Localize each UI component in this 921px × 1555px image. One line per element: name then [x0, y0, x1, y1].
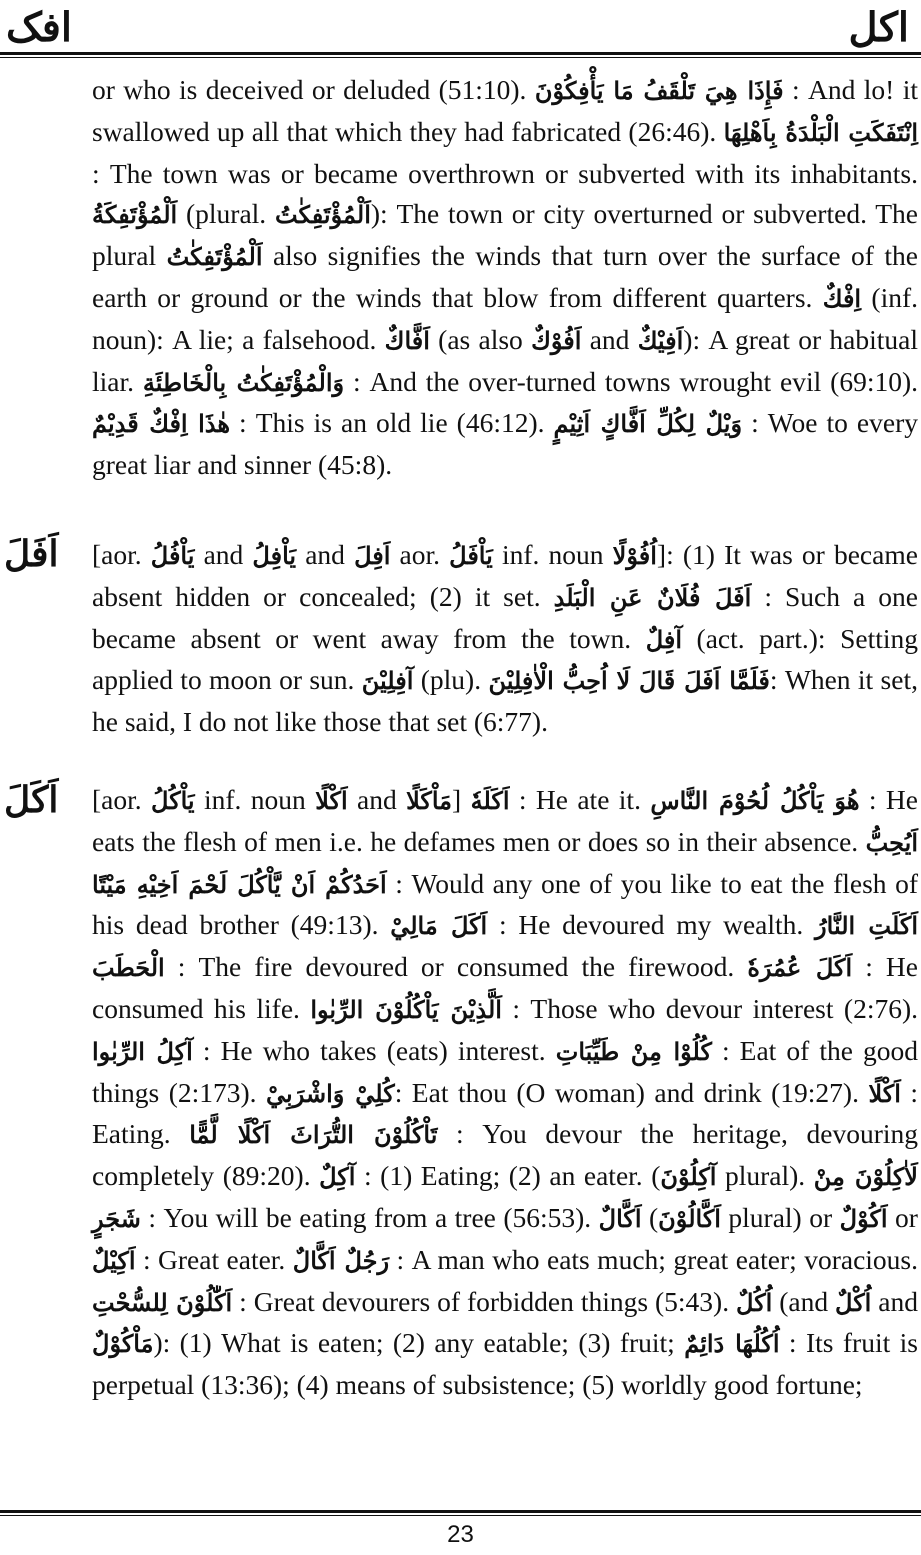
english-text: : And the over-turned towns wrought evil (69:10). — [344, 365, 918, 397]
english-text: : When it set, he said, I do not like those that set (6:77). — [92, 664, 918, 738]
arabic-phrase: اَكَلَ عُمُرَهٗ — [747, 953, 853, 983]
entry-body — [92, 535, 918, 743]
english-text: : You will be eating from a tree (56:53). — [140, 1201, 599, 1233]
english-text: [aor. — [92, 784, 152, 815]
english-text: (plural. — [177, 198, 275, 230]
running-headword-right: اکل — [848, 4, 909, 51]
arabic-phrase: مَاْكُوْلٌ — [92, 1329, 154, 1359]
arabic-phrase: هُوَ يَاْكُلُ لُحُوْمَ النَّاسِ — [650, 786, 860, 815]
arabic-phrase: هٰذَا اِفْكٌ قَدِيْمٌ — [92, 409, 231, 439]
entry-afala — [92, 535, 918, 743]
arabic-phrase: لَاٰكِلُوْنَ مِنْ شَجَرٍ — [92, 1162, 918, 1233]
entry-akala — [92, 780, 918, 1406]
english-text: also signifies the winds that turn over the surface of the earth or ground or the winds that blow from different quarters. — [92, 240, 918, 313]
arabic-phrase: اَكْلًا — [868, 1078, 901, 1108]
english-text: : Would any one of you like to eat the flesh of his dead brother (49:13). — [92, 867, 918, 941]
arabic-phrase: اُفُوْلًا — [612, 541, 657, 570]
arabic-phrase: اَفُوْكٌ — [531, 325, 582, 355]
english-text: or — [887, 1201, 918, 1233]
footer-rule — [0, 1510, 921, 1513]
english-text: : A man who eats much; great eater; voracious. — [389, 1243, 919, 1275]
english-text: : Great eater. — [135, 1243, 293, 1275]
arabic-phrase: اَكَلَ مَالِيْ — [390, 911, 488, 941]
arabic-phrase: اِفْكٌ — [822, 283, 862, 313]
english-text: aor. — [390, 539, 450, 570]
english-text: (and — [772, 1285, 836, 1317]
arabic-phrase: اَفَلَ فُلَانٌ عَنِ الْبَلَدِ — [553, 582, 752, 612]
header-rule — [0, 52, 921, 55]
arabic-phrase: اَكَلَتِ النَّارُ الْحَطَبَ — [92, 911, 919, 983]
arabic-phrase: فَلَمَّا اَفَلَ قَالَ لَا اُحِبُّ الْاٰفِلِيْنَ — [488, 666, 770, 696]
arabic-phrase: وَيْلٌ لِكُلِّ اَفَّاكٍ اَثِيْمٍ — [553, 409, 743, 439]
arabic-phrase: يَاْفُلُ — [150, 541, 195, 570]
english-text: : Woe to every great liar and sinner (45:8). — [92, 407, 918, 481]
english-text: ): (1) What is eaten; (2) any eatable; (3) fruit; — [153, 1327, 685, 1359]
english-text: : He eats the flesh of men i.e. he defames men or does so in their absence. — [92, 784, 918, 857]
arabic-phrase: اَفِلَ — [354, 541, 391, 570]
english-text: : Eat thou (O woman) and drink (19:27). — [394, 1076, 869, 1108]
english-text: plural). — [716, 1160, 814, 1192]
english-text: (plu). — [413, 664, 489, 696]
english-text: [aor. — [92, 539, 151, 570]
arabic-phrase: اَكَلَهٗ — [470, 786, 510, 815]
arabic-phrase: كُلِيْ وَاشْرَبِيْ — [266, 1078, 395, 1108]
root-word-akala: اَكَلَ — [4, 779, 59, 821]
english-text: : You devour the heritage, devouring completely (89:20). — [92, 1118, 918, 1192]
arabic-phrase: تَاْكُلُوْنَ التُّرَاثَ اَكْلًا لَّمًّا — [189, 1120, 438, 1150]
english-text: ( — [641, 1201, 659, 1233]
english-text: or who is deceived or deluded (51:10). — [92, 74, 535, 105]
arabic-phrase: اَكُوْلٌ — [839, 1203, 888, 1233]
arabic-phrase: اُكُلُهَا دَائِمٌ — [684, 1329, 780, 1359]
running-headword-left: افک — [6, 4, 73, 51]
entry-continuation-afk — [92, 70, 918, 486]
entry-body — [92, 780, 918, 1406]
english-text: inf. noun — [492, 539, 613, 570]
arabic-phrase: آفِلِيْنَ — [361, 666, 414, 696]
english-text: (act. part.): Setting applied to moon or sun. — [92, 622, 919, 696]
english-text: and — [296, 539, 355, 570]
arabic-phrase: وَالْمُؤْتَفِكٰتُ بِالْخَاطِئَةِ — [142, 367, 345, 397]
english-text: : Those who devour interest (2:76). — [501, 992, 918, 1024]
english-text: ]: (1) It was or became absent hidden or concealed; (2) it set. — [92, 539, 918, 612]
english-text: : The town was or became overthrown or subverted with its inhabitants. — [92, 157, 918, 189]
arabic-phrase: اَفِيْكٌ — [637, 325, 684, 355]
footer-rule-thin — [0, 1515, 921, 1516]
english-text: : Eat of the good things (2:173). — [92, 1034, 919, 1108]
page-number: 23 — [447, 1521, 474, 1548]
english-text: : He who takes (eats) interest. — [192, 1034, 556, 1066]
arabic-phrase: اَكّٰلُوْنَ لِلسُّحْتِ — [92, 1287, 233, 1317]
arabic-phrase: اُكْلٌ — [835, 1287, 872, 1317]
arabic-phrase: اَلْمُؤْتَفِكٰتُ — [166, 242, 263, 272]
arabic-phrase: آكِلُ الرِّبٰوا — [92, 1036, 193, 1066]
english-text: plural) or — [720, 1201, 840, 1233]
english-text: : Its fruit is perpetual (13:36); (4) means of subsistence; (5) worldly good fortune; — [92, 1327, 918, 1401]
arabic-phrase: يَاْفِلُ — [252, 541, 297, 570]
english-text: : Eating. — [92, 1076, 918, 1150]
root-word-afala: اَفَلَ — [4, 533, 59, 575]
english-text: : This is an old lie (46:12). — [230, 407, 554, 439]
arabic-phrase: اِنْتَفَكَتِ الْبَلْدَةُ بِاَهْلِهَا — [723, 117, 918, 147]
english-text: : He devoured my wealth. — [487, 909, 816, 941]
arabic-phrase: اَكَّالُوْنَ — [658, 1203, 721, 1233]
arabic-phrase: آفِلٌ — [645, 624, 683, 654]
english-text: and — [581, 323, 638, 355]
header-rule-thin — [0, 57, 921, 58]
english-text: : Such a one became absent or went away from the town. — [92, 580, 918, 654]
english-text: ): A great or habitual liar. — [92, 323, 918, 397]
arabic-phrase: فَإِذَا هِيَ تَلْقَفُ مَا يَأْفِكُوْنَ — [534, 76, 784, 105]
arabic-phrase: اَيُحِبُّ اَحَدُكُمْ اَنْ يَّاْكُلَ لَحْمَ اَخِيْهِ مَيْتًا — [92, 827, 918, 899]
english-text: : Great devourers of forbidden things (5:43). — [232, 1285, 737, 1317]
arabic-phrase: اَفَّاكٌ — [384, 325, 430, 355]
english-text: and — [871, 1285, 918, 1317]
arabic-phrase: آكِلٌ — [319, 1162, 356, 1192]
arabic-phrase: اَكَّالٌ — [598, 1203, 642, 1233]
arabic-phrase: اَلْمُؤْتَفِكٰتُ — [274, 200, 371, 230]
english-text: : He ate it. — [509, 784, 651, 815]
arabic-phrase: يَاْكُلُ — [151, 786, 195, 815]
english-text: : He consumed his life. — [92, 951, 918, 1024]
english-text: ] — [452, 784, 471, 815]
arabic-phrase: اَكْلًا — [315, 786, 348, 815]
arabic-phrase: اَكِيْلٌ — [92, 1245, 136, 1275]
english-text: : The fire devoured or consumed the firewood. — [164, 951, 748, 983]
entry-body — [92, 70, 918, 486]
arabic-phrase: رَجُلٌ اَكَّالٌ — [292, 1245, 390, 1275]
arabic-phrase: اُكُلٌ — [736, 1287, 773, 1317]
english-text: inf. noun — [194, 784, 316, 815]
english-text: and — [194, 539, 253, 570]
english-text: (inf. noun): A lie; a falsehood. — [92, 281, 918, 355]
english-text: : (1) Eating; (2) an eater. ( — [355, 1160, 661, 1192]
english-text: (as also — [429, 323, 532, 355]
arabic-phrase: آكِلُوْنَ — [660, 1162, 717, 1192]
page-header — [0, 0, 921, 60]
arabic-phrase: يَاْفَلُ — [449, 541, 493, 570]
english-text: ): The town or city overturned or subverted. The plural — [92, 198, 918, 272]
english-text: and — [347, 784, 407, 815]
arabic-phrase: مَاْكَلًا — [406, 786, 453, 815]
english-text: : And lo! it swallowed up all that which they had fabricated (26:46). — [92, 74, 918, 147]
arabic-phrase: اَلَّذِيْنَ يَاْكُلُوْنَ الرِّبٰوا — [310, 994, 502, 1024]
arabic-phrase: اَلْمُؤْتَفِكَةُ — [92, 200, 178, 230]
arabic-phrase: كُلُوْا مِنْ طَيِّبَاتِ — [555, 1036, 712, 1066]
